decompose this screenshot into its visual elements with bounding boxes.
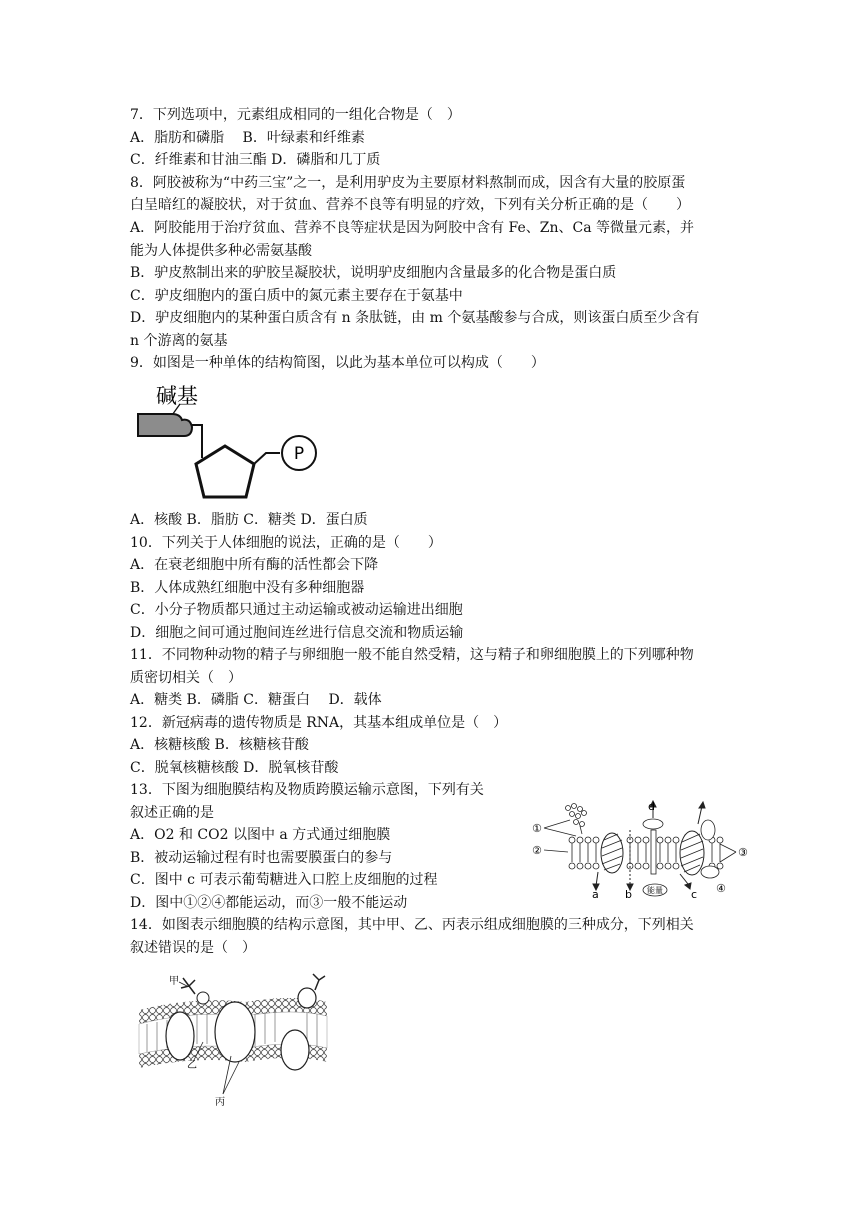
label-b: b — [625, 888, 632, 900]
q7-stem: 7．下列选项中，元素组成相同的一组化合物是（ ） — [130, 107, 461, 123]
protein-left — [166, 1012, 194, 1060]
q10-option-b: B．人体成熟红细胞中没有多种细胞器 — [130, 580, 365, 596]
protein-center — [215, 1002, 255, 1062]
label-d: d — [648, 800, 655, 813]
q11-stem-line1: 11．不同物种动物的精子与卵细胞一般不能自然受精，这与精子和卵细胞膜上的下列哪种物 — [130, 647, 694, 663]
q10-option-a: A．在衰老细胞中所有酶的活性都会下降 — [130, 557, 379, 573]
cell-membrane-figure — [135, 972, 330, 1107]
q9-options: A．核酸 B．脂肪 C．糖类 D．蛋白质 — [130, 512, 368, 528]
label-4: ④ — [716, 882, 726, 895]
label-2: ② — [532, 844, 542, 857]
q7-options-cd: C．纤维素和甘油三酯 D．磷脂和几丁质 — [130, 152, 381, 168]
q7-options-ab: A．脂肪和磷脂 B．叶绿素和纤维素 — [130, 130, 365, 146]
pentose-sugar-shape — [196, 446, 254, 497]
q14-stem-line2: 叙述错误的是（ ） — [130, 940, 256, 956]
q8-stem-line2: 白呈暗红的凝胶状，对于贫血、营养不良等有明显的疗效，下列有关分析正确的是（ ） — [130, 197, 690, 213]
q13-stem-line2: 叙述正确的是 — [130, 805, 214, 821]
membrane-transport-figure — [530, 800, 762, 900]
q13-option-d: D．图中①②④都能运动，而③一般不能运动 — [130, 895, 408, 911]
label-c: c — [691, 888, 698, 900]
q8-option-c: C．驴皮细胞内的蛋白质中的氮元素主要存在于氨基中 — [130, 288, 463, 304]
label-1: ① — [532, 822, 542, 835]
q14-stem-line1: 14．如图表示细胞膜的结构示意图，其中甲、乙、丙表示组成细胞膜的三种成分，下列相关 — [130, 917, 694, 933]
q8-option-d-line2: n 个游离的氨基 — [130, 333, 228, 349]
q11-stem-line2: 质密切相关（ ） — [130, 670, 242, 686]
q13-stem-line1: 13．下图为细胞膜结构及物质跨膜运输示意图，下列有关 — [130, 782, 484, 798]
energy-label: 能量 — [647, 886, 663, 895]
q10-option-c: C．小分子物质都只通过主动运输或被动运输进出细胞 — [130, 602, 463, 618]
phosphate-label: P — [293, 444, 305, 464]
q10-stem: 10．下列关于人体细胞的说法，正确的是（ ） — [130, 535, 442, 551]
label-bing: 丙 — [215, 1097, 225, 1107]
q8-option-a-line1: A．阿胶能用于治疗贫血、营养不良等症状是因为阿胶中含有 Fe、Zn、Ca 等微量元素，并 — [130, 220, 695, 236]
q12-stem: 12．新冠病毒的遗传物质是 RNA，其基本组成单位是（ ） — [130, 715, 508, 731]
q12-options-cd: C．脱氧核糖核酸 D．脱氧核苷酸 — [130, 760, 339, 776]
q8-stem-line1: 8．阿胶被称为“中药三宝”之一，是利用驴皮为主要原材料熬制而成，因含有大量的胶原蛋 — [130, 175, 686, 191]
q13-option-c: C．图中 c 可表示葡萄糖进入口腔上皮细胞的过程 — [130, 872, 438, 888]
label-jia: 甲 — [169, 976, 179, 987]
q10-option-d: D．细胞之间可通过胞间连丝进行信息交流和物质运输 — [130, 625, 464, 641]
q13-option-a: A．O2 和 CO2 以图中 a 方式通过细胞膜 — [130, 827, 391, 843]
q8-option-a-line2: 能为人体提供多种必需氨基酸 — [130, 243, 312, 259]
q12-options-ab: A．核糖核酸 B．核糖核苷酸 — [130, 737, 309, 753]
q8-option-b: B．驴皮熬制出来的驴胶呈凝胶状，说明驴皮细胞内含量最多的化合物是蛋白质 — [130, 265, 617, 281]
q8-option-d-line1: D．驴皮细胞内的某种蛋白质含有 n 条肽链，由 m 个氨基酸参与合成，则该蛋白质至少含有 — [130, 310, 700, 326]
label-yi: 乙 — [187, 1060, 197, 1071]
q9-stem: 9．如图是一种单体的结构简图，以此为基本单位可以构成（ ） — [130, 355, 545, 371]
nucleotide-figure — [130, 378, 330, 503]
protein-lower-right — [281, 1030, 309, 1070]
q13-option-b: B．被动运输过程有时也需要膜蛋白的参与 — [130, 850, 393, 866]
q11-options: A．糖类 B．磷脂 C．糖蛋白 D．载体 — [130, 692, 382, 708]
nucleotide-base-label: 碱基 — [156, 384, 198, 408]
label-a: a — [592, 888, 599, 900]
base-shape — [138, 414, 192, 436]
label-3: ③ — [738, 846, 748, 859]
